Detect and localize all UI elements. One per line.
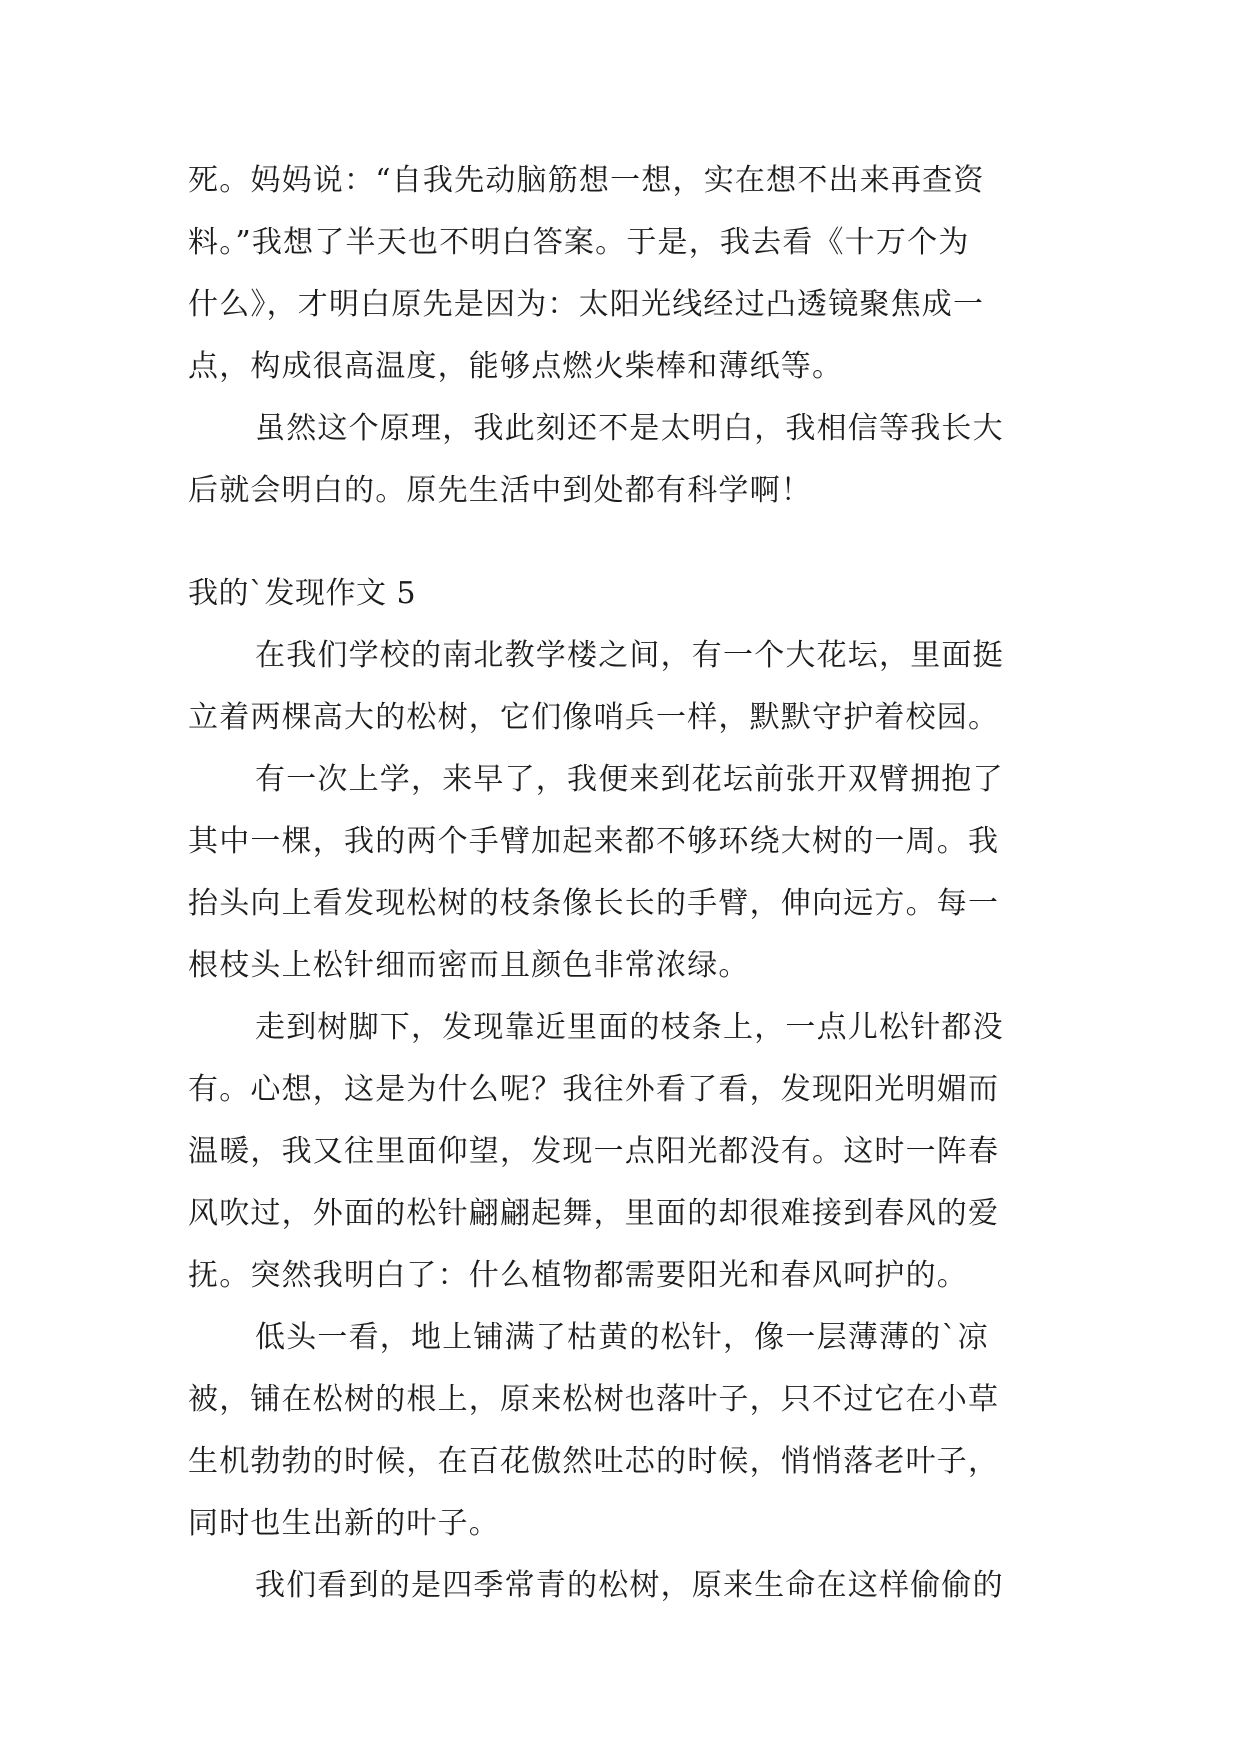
text-line: 什么》，才明白原先是因为：太阳光线经过凸透镜聚焦成一 <box>188 287 985 322</box>
text-line: 抬头向上看发现松树的枝条像长长的手臂，伸向远方。每一 <box>188 886 1000 921</box>
text-line: 温暖，我又往里面仰望，发现一点阳光都没有。这时一阵春 <box>188 1134 1000 1169</box>
paragraph-first-line: 低头一看，地上铺满了枯黄的松针，像一层薄薄的`凉 <box>255 1320 989 1355</box>
paragraph-first-line: 走到树脚下，发现靠近里面的枝条上，一点儿松针都没 <box>255 1010 1004 1045</box>
text-line: 同时也生出新的叶子。 <box>188 1506 500 1541</box>
paragraph-first-line: 我们看到的是四季常青的松树，原来生命在这样偷偷的 <box>255 1568 1004 1603</box>
text-line: 风吹过，外面的松针翩翩起舞，里面的却很难接到春风的爱 <box>188 1196 1000 1231</box>
text-line: 被，铺在松树的根上，原来松树也落叶子，只不过它在小草 <box>188 1382 1000 1417</box>
text-line: 根枝头上松针细而密而且颜色非常浓绿。 <box>188 948 750 983</box>
paragraph-first-line: 在我们学校的南北教学楼之间，有一个大花坛，里面挺 <box>255 638 1004 673</box>
text-line: 立着两棵高大的松树，它们像哨兵一样，默默守护着校园。 <box>188 700 1000 735</box>
text-line: 料。”我想了半天也不明白答案。于是，我去看《十万个为 <box>188 225 970 260</box>
text-line: 生机勃勃的时候，在百花傲然吐芯的时候，悄悄落老叶子， <box>188 1444 1000 1479</box>
text-line: 其中一棵，我的两个手臂加起来都不够环绕大树的一周。我 <box>188 824 1000 859</box>
paragraph-first-line: 虽然这个原理，我此刻还不是太明白，我相信等我长大 <box>255 411 1004 446</box>
section-heading: 我的`发现作文 5 <box>188 576 417 611</box>
text-line: 抚。突然我明白了：什么植物都需要阳光和春风呵护的。 <box>188 1258 968 1293</box>
text-line: 死。妈妈说：“自我先动脑筋想一想，实在想不出来再查资 <box>188 163 985 198</box>
text-line: 后就会明白的。原先生活中到处都有科学啊！ <box>188 473 812 508</box>
text-line: 有。心想，这是为什么呢？我往外看了看，发现阳光明媚而 <box>188 1072 1000 1107</box>
text-line: 点，构成很高温度，能够点燃火柴棒和薄纸等。 <box>188 349 844 384</box>
paragraph-first-line: 有一次上学，来早了，我便来到花坛前张开双臂拥抱了 <box>255 762 1004 797</box>
